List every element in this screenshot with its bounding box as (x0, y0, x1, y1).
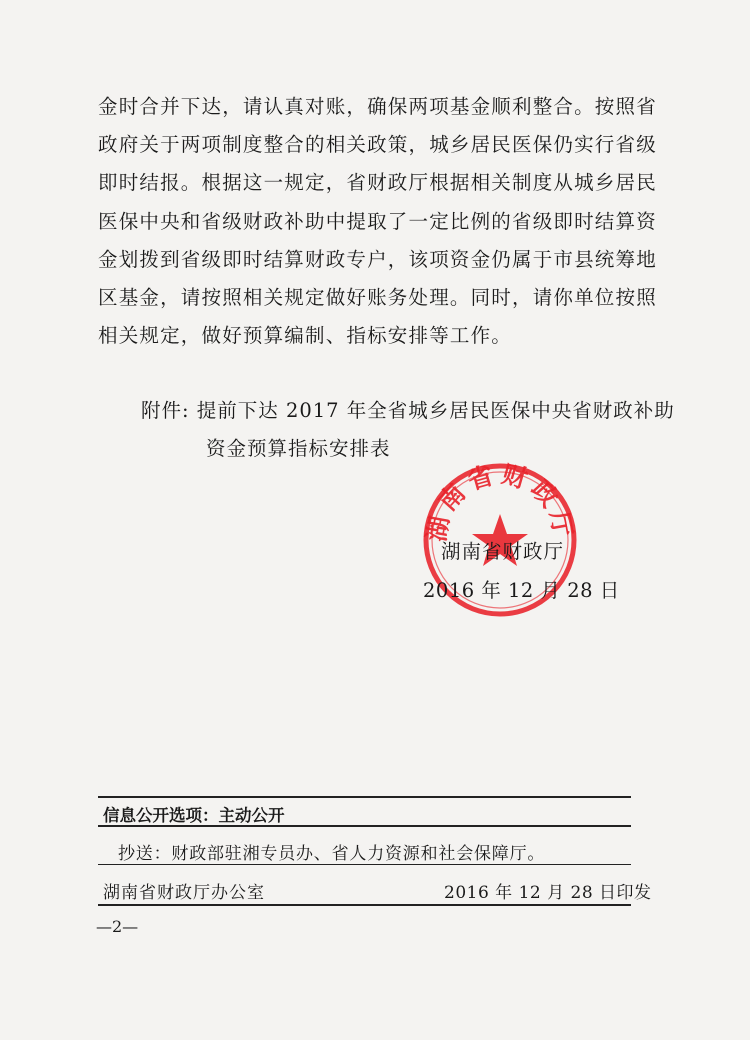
issuing-office: 湖南省财政厅办公室 (103, 883, 265, 903)
signer-name: 湖南省财政厅 (441, 540, 565, 563)
page-number: —2— (96, 917, 139, 936)
body-line: 政府关于两项制度整合的相关政策，城乡居民医保仍实行省级 (98, 133, 657, 157)
attachment-line-1: 附件: 提前下达 2017 年全省城乡居民医保中央省财政补助 (141, 399, 675, 422)
attachment-note (141, 392, 675, 468)
print-date: 2016 年 12 月 28 日印发 (444, 883, 652, 903)
body-line: 医保中央和省级财政补助中提取了一定比例的省级即时结算资 (98, 209, 657, 233)
divider (98, 864, 631, 865)
body-line: 区基金，请按照相关规定做好账务处理。同时，请你单位按照 (98, 286, 657, 310)
body-paragraph (98, 88, 668, 355)
signature-date: 2016 年 12 月 28 日 (423, 579, 620, 602)
body-line: 金时合并下达，请认真对账，确保两项基金顺利整合。按照省 (98, 95, 657, 118)
svg-text:湖南省财政厅: 湖南省财政厅 (421, 460, 579, 544)
divider (98, 796, 631, 798)
body-line: 即时结报。根据这一规定，省财政厅根据相关制度从城乡居民 (98, 171, 657, 195)
body-line: 相关规定，做好预算编制、指标安排等工作。 (98, 324, 513, 348)
cc-line: 抄送：财政部驻湘专员办、省人力资源和社会保障厅。 (118, 844, 546, 864)
divider (98, 825, 631, 827)
info-disclosure-option: 信息公开选项：主动公开 (103, 806, 285, 825)
body-line: 金划拨到省级即时结算财政专户，该项资金仍属于市县统筹地 (98, 247, 657, 271)
attachment-line-2: 资金预算指标安排表 (206, 437, 391, 460)
divider (98, 904, 631, 906)
